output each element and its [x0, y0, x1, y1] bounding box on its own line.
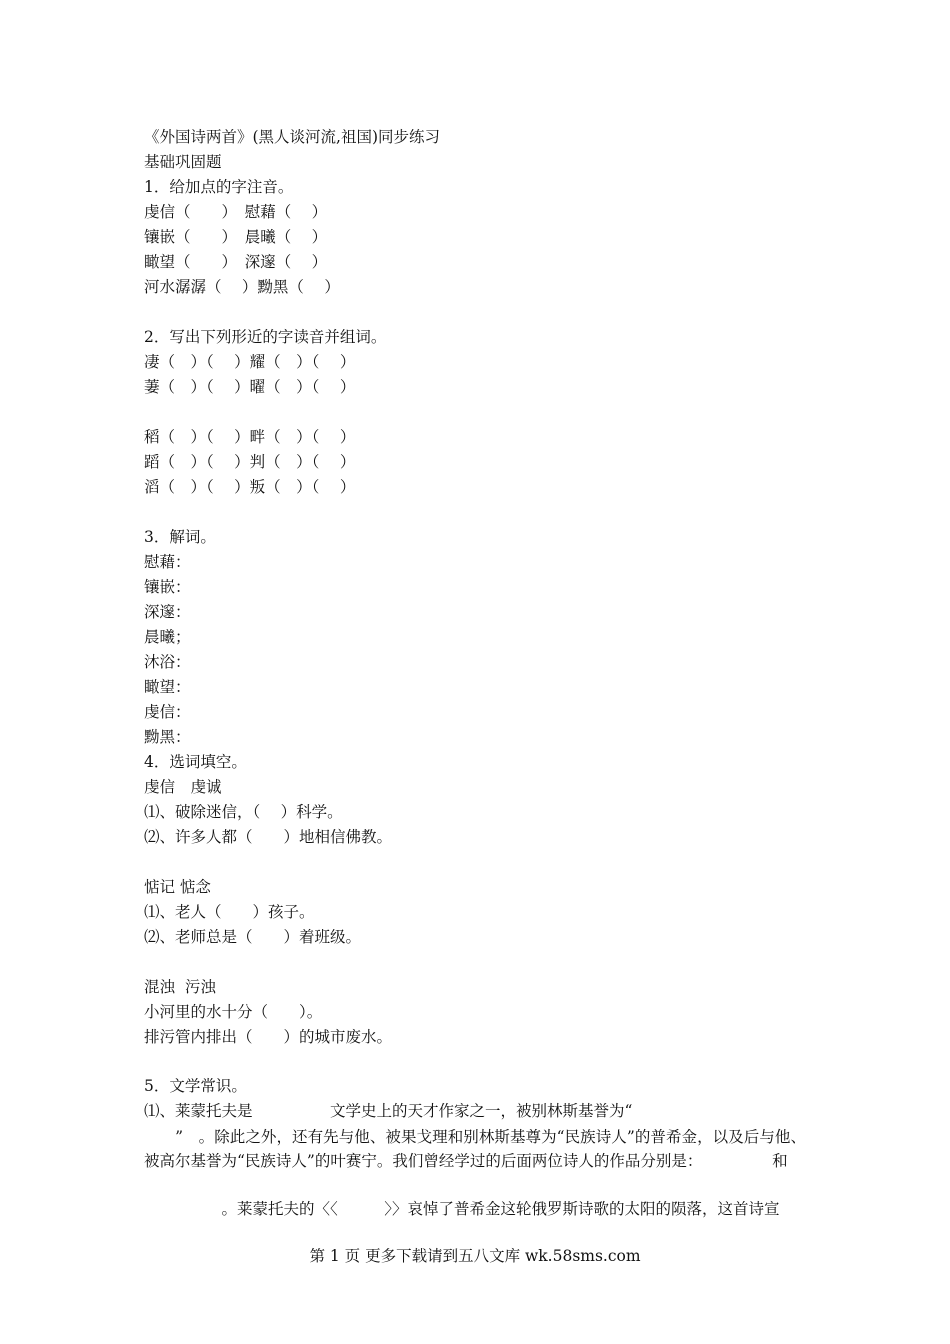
- q2-line: 萋（ ）（ ）曜（ ）（ ）: [144, 378, 356, 396]
- q3-line: 深邃：: [144, 603, 191, 621]
- q5-line: 。莱蒙托夫的〈〈 〉〉哀悼了普希金这轮俄罗斯诗歌的太阳的陨落，这首诗宣: [144, 1200, 780, 1218]
- q2-heading: 2．写出下列形近的字读音并组词。: [144, 328, 387, 346]
- q1-line: 镶嵌（ ） 晨曦（ ）: [144, 228, 328, 246]
- q1-line: 瞰望（ ） 深邃（ ）: [144, 253, 328, 271]
- q4-line: 小河里的水十分（ ）。: [144, 1003, 323, 1021]
- q4-line: ⑴、老人（ ）孩子。: [144, 903, 315, 921]
- q3-line: 虔信：: [144, 703, 191, 721]
- q3-line: 晨曦；: [144, 628, 191, 646]
- q4-line: 排污管内排出（ ）的城市废水。: [144, 1028, 393, 1046]
- q5-heading: 5．文学常识。: [144, 1077, 247, 1095]
- q4-word-pair: 惦记 惦念: [144, 878, 211, 896]
- q4-word-pair: 混浊 污浊: [144, 978, 216, 996]
- q3-line: 慰藉：: [144, 553, 191, 571]
- q2-line: 稻（ ）（ ）畔（ ）（ ）: [144, 428, 356, 446]
- q1-line: 虔信（ ） 慰藉（ ）: [144, 203, 328, 221]
- q3-line: 沐浴：: [144, 653, 191, 671]
- q2-line: 凄（ ）（ ）耀（ ）（ ）: [144, 353, 356, 371]
- q4-line: ⑴、破除迷信，（ ）科学。: [144, 803, 343, 821]
- q1-line: 河水潺潺（ ）黝黑（ ）: [144, 278, 340, 296]
- q4-word-pair: 虔信 虔诚: [144, 778, 222, 796]
- q3-line: 镶嵌：: [144, 578, 191, 596]
- q2-line: 蹈（ ）（ ）判（ ）（ ）: [144, 453, 356, 471]
- page-footer: 第 1 页 更多下载请到五八文库 wk.58sms.com: [309, 1247, 641, 1265]
- q4-heading: 4．选词填空。: [144, 753, 247, 771]
- section-heading: 基础巩固题: [144, 153, 222, 171]
- q4-line: ⑵、老师总是（ ）着班级。: [144, 928, 362, 946]
- q2-line: 滔（ ）（ ）叛（ ）（ ）: [144, 478, 356, 496]
- q5-paragraph: ” 。除此之外，还有先与他、被果戈理和别林斯基尊为“民族诗人”的普希金，以及后与他、被高尔基誉为“民族诗人”的叶赛宁。我们曾经学过的后面两位诗人的作品分别是： 和: [144, 1128, 806, 1170]
- q1-heading: 1．给加点的字注音。: [144, 178, 294, 196]
- q3-line: 黝黑：: [144, 728, 191, 746]
- q4-line: ⑵、许多人都（ ）地相信佛教。: [144, 828, 393, 846]
- q3-line: 瞰望：: [144, 678, 191, 696]
- q3-heading: 3．解词。: [144, 528, 216, 546]
- q5-line: ⑴、莱蒙托夫是 文学史上的天才作家之一，被别林斯基誉为“: [144, 1102, 633, 1120]
- doc-title: 《外国诗两首》(黑人谈河流,祖国)同步练习: [144, 128, 441, 146]
